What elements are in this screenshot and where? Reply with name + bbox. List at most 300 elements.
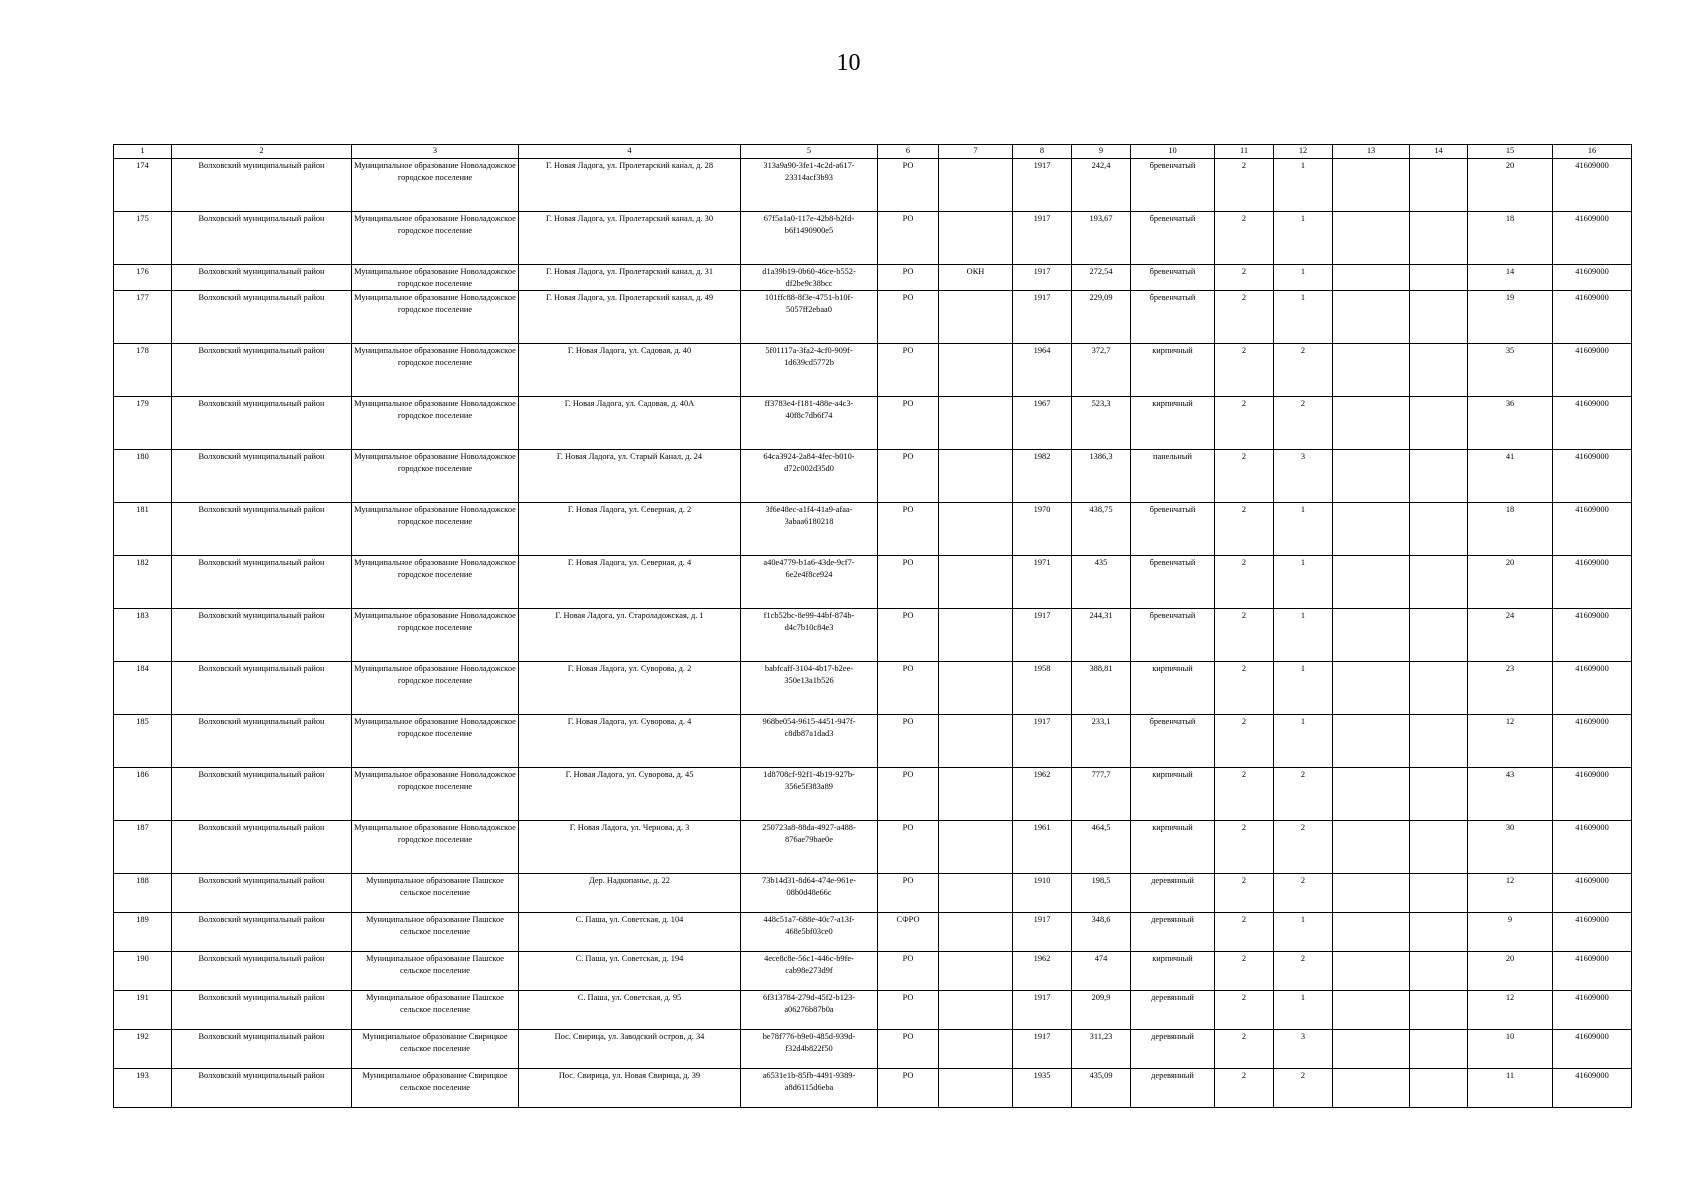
table-cell-col-15: 41 xyxy=(1468,450,1553,503)
table-cell-col-16: 41609000 xyxy=(1553,397,1632,450)
table-cell-col-5: 101ffc88-8f3e-4751-b10f-5057ff2ebaa0 xyxy=(741,291,878,344)
table-cell-col-11: 2 xyxy=(1215,662,1274,715)
table-cell-col-8: 1982 xyxy=(1013,450,1072,503)
table-cell-col-6: РО xyxy=(878,556,939,609)
table-cell-col-8: 1961 xyxy=(1013,821,1072,874)
table-cell-col-5: a6531e1b-85fb-4491-9389-a8d6115d6eba xyxy=(741,1069,878,1108)
table-row xyxy=(114,913,1632,952)
table-cell-col-10: бревенчатый xyxy=(1131,609,1215,662)
table-cell-col-15: 18 xyxy=(1468,212,1553,265)
table-cell-col-7 xyxy=(939,397,1013,450)
table-cell-col-13 xyxy=(1333,291,1410,344)
table-cell-col-1: 184 xyxy=(114,662,172,715)
table-cell-col-6: СФРО xyxy=(878,913,939,952)
table-cell-col-13 xyxy=(1333,952,1410,991)
table-cell-col-6: РО xyxy=(878,503,939,556)
table-cell-col-10: деревянный xyxy=(1131,874,1215,913)
table-cell-col-9: 435,09 xyxy=(1072,1069,1131,1108)
table-cell-col-13 xyxy=(1333,609,1410,662)
table-cell-col-13 xyxy=(1333,556,1410,609)
table-cell-col-1: 180 xyxy=(114,450,172,503)
table-cell-col-7 xyxy=(939,874,1013,913)
table-cell-col-10: панельный xyxy=(1131,450,1215,503)
table-cell-col-11: 2 xyxy=(1215,212,1274,265)
table-cell-col-12: 2 xyxy=(1274,821,1333,874)
table-cell-col-4: Г. Новая Ладога, ул. Северная, д. 2 xyxy=(519,503,741,556)
table-cell-col-5: 4ece8c8e-56c1-446c-b9fe-cab98e273d9f xyxy=(741,952,878,991)
table-cell-col-16: 41609000 xyxy=(1553,503,1632,556)
table-cell-col-5: 5f01117a-3fa2-4cf0-909f-1d639cd5772b xyxy=(741,344,878,397)
table-cell-col-8: 1917 xyxy=(1013,913,1072,952)
table-cell-col-14 xyxy=(1410,397,1468,450)
table-cell-col-11: 2 xyxy=(1215,1069,1274,1108)
table-cell-col-12: 2 xyxy=(1274,344,1333,397)
table-row xyxy=(114,159,1632,212)
table-cell-col-2: Волховский муниципальный район xyxy=(172,397,352,450)
table-cell-col-5: 3f6e48ec-a1f4-41a9-afaa-3abaa6180218 xyxy=(741,503,878,556)
table-cell-col-9: 272,54 xyxy=(1072,265,1131,291)
table-cell-col-16: 41609000 xyxy=(1553,212,1632,265)
table-cell-col-11: 2 xyxy=(1215,913,1274,952)
table-row xyxy=(114,212,1632,265)
table-cell-col-7 xyxy=(939,159,1013,212)
table-cell-col-8: 1967 xyxy=(1013,397,1072,450)
table-cell-col-15: 35 xyxy=(1468,344,1553,397)
table-cell-col-3: Муниципальное образование Новоладожское городское поселение xyxy=(352,291,519,344)
table-cell-col-4: С. Паша, ул. Советская, д. 194 xyxy=(519,952,741,991)
table-cell-col-1: 187 xyxy=(114,821,172,874)
table-row xyxy=(114,265,1632,291)
table-cell-col-16: 41609000 xyxy=(1553,1069,1632,1108)
table-cell-col-7 xyxy=(939,768,1013,821)
table-cell-col-4: Г. Новая Ладога, ул. Чернова, д. 3 xyxy=(519,821,741,874)
table-cell-col-8: 1917 xyxy=(1013,1030,1072,1069)
table-cell-col-10: деревянный xyxy=(1131,1069,1215,1108)
table-cell-col-7 xyxy=(939,913,1013,952)
table-cell-col-15: 10 xyxy=(1468,1030,1553,1069)
table-cell-col-10: бревенчатый xyxy=(1131,503,1215,556)
table-cell-col-14 xyxy=(1410,715,1468,768)
table-cell-col-3: Муниципальное образование Новоладожское городское поселение xyxy=(352,768,519,821)
table-cell-col-11: 2 xyxy=(1215,503,1274,556)
table-row xyxy=(114,991,1632,1030)
table-cell-col-9: 523,3 xyxy=(1072,397,1131,450)
table-cell-col-11: 2 xyxy=(1215,450,1274,503)
table-cell-col-15: 24 xyxy=(1468,609,1553,662)
table-cell-col-15: 12 xyxy=(1468,715,1553,768)
table-cell-col-13 xyxy=(1333,503,1410,556)
table-cell-col-1: 191 xyxy=(114,991,172,1030)
table-row xyxy=(114,874,1632,913)
column-header-4: 4 xyxy=(519,145,741,159)
table-cell-col-3: Муниципальное образование Пашское сельское поселение xyxy=(352,874,519,913)
table-cell-col-4: Г. Новая Ладога, ул. Садовая, д. 40 xyxy=(519,344,741,397)
table-cell-col-9: 464,5 xyxy=(1072,821,1131,874)
table-row xyxy=(114,821,1632,874)
table-cell-col-5: ff3783e4-f181-488e-a4c3-40f8c7db6f74 xyxy=(741,397,878,450)
table-cell-col-10: деревянный xyxy=(1131,1030,1215,1069)
table-cell-col-6: РО xyxy=(878,821,939,874)
table-cell-col-1: 174 xyxy=(114,159,172,212)
table-cell-col-14 xyxy=(1410,874,1468,913)
table-cell-col-12: 2 xyxy=(1274,874,1333,913)
table-cell-col-8: 1917 xyxy=(1013,609,1072,662)
table-row xyxy=(114,503,1632,556)
table-cell-col-16: 41609000 xyxy=(1553,991,1632,1030)
table-cell-col-12: 1 xyxy=(1274,503,1333,556)
table-cell-col-16: 41609000 xyxy=(1553,913,1632,952)
table-cell-col-8: 1935 xyxy=(1013,1069,1072,1108)
table-cell-col-9: 193,67 xyxy=(1072,212,1131,265)
table-cell-col-13 xyxy=(1333,662,1410,715)
table-cell-col-2: Волховский муниципальный район xyxy=(172,291,352,344)
table-cell-col-10: бревенчатый xyxy=(1131,212,1215,265)
table-cell-col-11: 2 xyxy=(1215,291,1274,344)
table-cell-col-11: 2 xyxy=(1215,991,1274,1030)
table-cell-col-7 xyxy=(939,609,1013,662)
table-cell-col-6: РО xyxy=(878,291,939,344)
table-cell-col-13 xyxy=(1333,265,1410,291)
table-row xyxy=(114,397,1632,450)
table-cell-col-16: 41609000 xyxy=(1553,952,1632,991)
table-cell-col-9: 777,7 xyxy=(1072,768,1131,821)
table-cell-col-6: РО xyxy=(878,991,939,1030)
table-cell-col-8: 1964 xyxy=(1013,344,1072,397)
table-cell-col-14 xyxy=(1410,291,1468,344)
table-cell-col-10: кирпичный xyxy=(1131,768,1215,821)
table-cell-col-10: деревянный xyxy=(1131,991,1215,1030)
table-cell-col-1: 182 xyxy=(114,556,172,609)
table-cell-col-8: 1917 xyxy=(1013,212,1072,265)
table-cell-col-6: РО xyxy=(878,609,939,662)
table-cell-col-14 xyxy=(1410,503,1468,556)
table-cell-col-15: 11 xyxy=(1468,1069,1553,1108)
table-cell-col-14 xyxy=(1410,1069,1468,1108)
table-cell-col-12: 1 xyxy=(1274,991,1333,1030)
table-row xyxy=(114,291,1632,344)
table-cell-col-16: 41609000 xyxy=(1553,715,1632,768)
table-cell-col-16: 41609000 xyxy=(1553,265,1632,291)
table-cell-col-11: 2 xyxy=(1215,768,1274,821)
table-cell-col-12: 2 xyxy=(1274,768,1333,821)
table-cell-col-11: 2 xyxy=(1215,952,1274,991)
table-cell-col-12: 1 xyxy=(1274,212,1333,265)
table-cell-col-6: РО xyxy=(878,397,939,450)
table-cell-col-4: Г. Новая Ладога, ул. Садовая, д. 40А xyxy=(519,397,741,450)
table-cell-col-7 xyxy=(939,1030,1013,1069)
column-header-7: 7 xyxy=(939,145,1013,159)
table-cell-col-15: 20 xyxy=(1468,159,1553,212)
table-cell-col-3: Муниципальное образование Новоладожское городское поселение xyxy=(352,821,519,874)
table-cell-col-6: РО xyxy=(878,450,939,503)
table-row xyxy=(114,344,1632,397)
table-cell-col-16: 41609000 xyxy=(1553,344,1632,397)
table-cell-col-5: a40e4779-b1a6-43de-9cf7-6e2e4f8ce924 xyxy=(741,556,878,609)
column-header-2: 2 xyxy=(172,145,352,159)
table-cell-col-8: 1917 xyxy=(1013,715,1072,768)
table-cell-col-5: 6f313784-279d-45f2-b123-a06276b87b0a xyxy=(741,991,878,1030)
table-cell-col-7 xyxy=(939,821,1013,874)
table-cell-col-15: 18 xyxy=(1468,503,1553,556)
table-cell-col-13 xyxy=(1333,450,1410,503)
table-cell-col-4: С. Паша, ул. Советская, д. 95 xyxy=(519,991,741,1030)
table-cell-col-6: РО xyxy=(878,874,939,913)
table-cell-col-16: 41609000 xyxy=(1553,159,1632,212)
column-header-15: 15 xyxy=(1468,145,1553,159)
table-cell-col-6: РО xyxy=(878,768,939,821)
table-cell-col-5: 1d8708cf-92f1-4b19-927b-356e5f383a89 xyxy=(741,768,878,821)
table-cell-col-10: бревенчатый xyxy=(1131,159,1215,212)
table-cell-col-1: 188 xyxy=(114,874,172,913)
table-cell-col-15: 12 xyxy=(1468,874,1553,913)
table-cell-col-5: f1cb52bc-8e99-44bf-874b-d4c7b10c84e3 xyxy=(741,609,878,662)
table-cell-col-8: 1917 xyxy=(1013,265,1072,291)
table-cell-col-16: 41609000 xyxy=(1553,1030,1632,1069)
table-cell-col-5: be78f776-b9e0-485d-939d-f32d4b822f50 xyxy=(741,1030,878,1069)
table-cell-col-11: 2 xyxy=(1215,609,1274,662)
table-cell-col-2: Волховский муниципальный район xyxy=(172,1069,352,1108)
table-cell-col-1: 177 xyxy=(114,291,172,344)
table-cell-col-12: 1 xyxy=(1274,556,1333,609)
table-cell-col-1: 190 xyxy=(114,952,172,991)
table-cell-col-10: бревенчатый xyxy=(1131,715,1215,768)
table-cell-col-3: Муниципальное образование Пашское сельское поселение xyxy=(352,991,519,1030)
table-cell-col-7 xyxy=(939,344,1013,397)
table-cell-col-7 xyxy=(939,556,1013,609)
table-cell-col-5: 64ca3924-2a84-4fec-b010-d72c002d35d0 xyxy=(741,450,878,503)
table-cell-col-16: 41609000 xyxy=(1553,768,1632,821)
table-cell-col-5: 67f5a1a0-117e-42b8-b2fd-b6f1490900e5 xyxy=(741,212,878,265)
table-cell-col-13 xyxy=(1333,874,1410,913)
table-cell-col-13 xyxy=(1333,913,1410,952)
column-header-13: 13 xyxy=(1333,145,1410,159)
table-cell-col-14 xyxy=(1410,265,1468,291)
table-cell-col-1: 193 xyxy=(114,1069,172,1108)
table-cell-col-1: 178 xyxy=(114,344,172,397)
table-cell-col-5: 448c51a7-688e-40c7-a13f-468e5bf03ce0 xyxy=(741,913,878,952)
table-cell-col-3: Муниципальное образование Свирицкое сельское поселение xyxy=(352,1069,519,1108)
table-cell-col-12: 3 xyxy=(1274,450,1333,503)
table-cell-col-10: бревенчатый xyxy=(1131,556,1215,609)
table-cell-col-14 xyxy=(1410,556,1468,609)
table-cell-col-6: РО xyxy=(878,1069,939,1108)
table-cell-col-16: 41609000 xyxy=(1553,609,1632,662)
table-cell-col-8: 1917 xyxy=(1013,159,1072,212)
table-cell-col-8: 1970 xyxy=(1013,503,1072,556)
column-header-9: 9 xyxy=(1072,145,1131,159)
table-cell-col-2: Волховский муниципальный район xyxy=(172,450,352,503)
table-cell-col-6: РО xyxy=(878,1030,939,1069)
table-cell-col-5: d1a39b19-0b60-46ce-b552-df2be9c38bcc xyxy=(741,265,878,291)
table-cell-col-11: 2 xyxy=(1215,344,1274,397)
table-cell-col-1: 176 xyxy=(114,265,172,291)
table-cell-col-15: 9 xyxy=(1468,913,1553,952)
column-header-6: 6 xyxy=(878,145,939,159)
table-cell-col-7 xyxy=(939,291,1013,344)
table-cell-col-2: Волховский муниципальный район xyxy=(172,265,352,291)
table-cell-col-4: Г. Новая Ладога, ул. Северная, д. 4 xyxy=(519,556,741,609)
table-cell-col-2: Волховский муниципальный район xyxy=(172,715,352,768)
table-cell-col-9: 311,23 xyxy=(1072,1030,1131,1069)
table-cell-col-9: 229,09 xyxy=(1072,291,1131,344)
table-cell-col-13 xyxy=(1333,768,1410,821)
table-cell-col-3: Муниципальное образование Новоладожское городское поселение xyxy=(352,159,519,212)
table-cell-col-4: Г. Новая Ладога, ул. Пролетарский канал, д. 31 xyxy=(519,265,741,291)
table-row xyxy=(114,662,1632,715)
table-cell-col-2: Волховский муниципальный район xyxy=(172,159,352,212)
table-cell-col-11: 2 xyxy=(1215,874,1274,913)
table-cell-col-15: 36 xyxy=(1468,397,1553,450)
table-cell-col-14 xyxy=(1410,768,1468,821)
table-cell-col-13 xyxy=(1333,397,1410,450)
table-cell-col-12: 1 xyxy=(1274,265,1333,291)
table-cell-col-1: 183 xyxy=(114,609,172,662)
table-cell-col-15: 12 xyxy=(1468,991,1553,1030)
table-cell-col-15: 20 xyxy=(1468,556,1553,609)
table-cell-col-2: Волховский муниципальный район xyxy=(172,821,352,874)
table-cell-col-7 xyxy=(939,952,1013,991)
column-header-16: 16 xyxy=(1553,145,1632,159)
table-row xyxy=(114,715,1632,768)
table-cell-col-12: 1 xyxy=(1274,662,1333,715)
table-cell-col-13 xyxy=(1333,715,1410,768)
table-cell-col-9: 474 xyxy=(1072,952,1131,991)
table-cell-col-2: Волховский муниципальный район xyxy=(172,503,352,556)
table-cell-col-16: 41609000 xyxy=(1553,874,1632,913)
table-row xyxy=(114,1030,1632,1069)
table-cell-col-14 xyxy=(1410,952,1468,991)
table-cell-col-11: 2 xyxy=(1215,265,1274,291)
table-cell-col-7 xyxy=(939,715,1013,768)
table-cell-col-12: 3 xyxy=(1274,1030,1333,1069)
table-cell-col-10: кирпичный xyxy=(1131,821,1215,874)
table-cell-col-13 xyxy=(1333,159,1410,212)
table-cell-col-4: Г. Новая Ладога, ул. Суворова, д. 2 xyxy=(519,662,741,715)
table-cell-col-8: 1962 xyxy=(1013,768,1072,821)
table-cell-col-3: Муниципальное образование Новоладожское городское поселение xyxy=(352,344,519,397)
table-cell-col-12: 1 xyxy=(1274,913,1333,952)
table-cell-col-7 xyxy=(939,450,1013,503)
table-cell-col-12: 1 xyxy=(1274,291,1333,344)
table-cell-col-10: кирпичный xyxy=(1131,397,1215,450)
table-cell-col-14 xyxy=(1410,159,1468,212)
table-cell-col-4: Г. Новая Ладога, ул. Пролетарский канал, д. 28 xyxy=(519,159,741,212)
table-cell-col-10: кирпичный xyxy=(1131,662,1215,715)
table-cell-col-16: 41609000 xyxy=(1553,821,1632,874)
table-cell-col-2: Волховский муниципальный район xyxy=(172,952,352,991)
table-cell-col-6: РО xyxy=(878,159,939,212)
table-cell-col-11: 2 xyxy=(1215,715,1274,768)
table-cell-col-10: кирпичный xyxy=(1131,952,1215,991)
table-cell-col-12: 2 xyxy=(1274,952,1333,991)
table-cell-col-2: Волховский муниципальный район xyxy=(172,344,352,397)
table-cell-col-5: 313a9a90-3fe1-4c2d-a617-23314acf3b93 xyxy=(741,159,878,212)
table-cell-col-13 xyxy=(1333,212,1410,265)
table-cell-col-2: Волховский муниципальный район xyxy=(172,913,352,952)
column-header-3: 3 xyxy=(352,145,519,159)
table-cell-col-1: 179 xyxy=(114,397,172,450)
table-cell-col-11: 2 xyxy=(1215,1030,1274,1069)
table-cell-col-15: 14 xyxy=(1468,265,1553,291)
table-cell-col-13 xyxy=(1333,1069,1410,1108)
page-number: 10 xyxy=(836,50,861,76)
table-cell-col-12: 1 xyxy=(1274,715,1333,768)
table-cell-col-6: РО xyxy=(878,952,939,991)
table-row xyxy=(114,1069,1632,1108)
table-cell-col-9: 233,1 xyxy=(1072,715,1131,768)
table-cell-col-13 xyxy=(1333,344,1410,397)
table-cell-col-3: Муниципальное образование Пашское сельское поселение xyxy=(352,952,519,991)
table-row xyxy=(114,768,1632,821)
table-cell-col-15: 19 xyxy=(1468,291,1553,344)
column-header-14: 14 xyxy=(1410,145,1468,159)
table-cell-col-4: С. Паша, ул. Советская, д. 104 xyxy=(519,913,741,952)
table-cell-col-7: ОКН xyxy=(939,265,1013,291)
table-cell-col-2: Волховский муниципальный район xyxy=(172,212,352,265)
table-cell-col-15: 30 xyxy=(1468,821,1553,874)
column-header-11: 11 xyxy=(1215,145,1274,159)
table-cell-col-8: 1917 xyxy=(1013,291,1072,344)
table-cell-col-4: Дер. Надкопанье, д. 22 xyxy=(519,874,741,913)
table-cell-col-3: Муниципальное образование Свирицкое сельское поселение xyxy=(352,1030,519,1069)
table-cell-col-9: 388,81 xyxy=(1072,662,1131,715)
table-cell-col-9: 348,6 xyxy=(1072,913,1131,952)
table-cell-col-10: бревенчатый xyxy=(1131,265,1215,291)
table-cell-col-11: 2 xyxy=(1215,556,1274,609)
table-cell-col-3: Муниципальное образование Новоладожское городское поселение xyxy=(352,609,519,662)
table-cell-col-2: Волховский муниципальный район xyxy=(172,662,352,715)
column-header-10: 10 xyxy=(1131,145,1215,159)
table-cell-col-4: Пос. Свирица, ул. Заводский остров, д. 34 xyxy=(519,1030,741,1069)
table-cell-col-1: 185 xyxy=(114,715,172,768)
table-cell-col-3: Муниципальное образование Пашское сельское поселение xyxy=(352,913,519,952)
housing-registry-table xyxy=(113,144,1632,1108)
table-cell-col-16: 41609000 xyxy=(1553,662,1632,715)
table-cell-col-4: Г. Новая Ладога, ул. Суворова, д. 4 xyxy=(519,715,741,768)
table-cell-col-3: Муниципальное образование Новоладожское городское поселение xyxy=(352,450,519,503)
table-cell-col-8: 1958 xyxy=(1013,662,1072,715)
table-cell-col-2: Волховский муниципальный район xyxy=(172,991,352,1030)
table-cell-col-16: 41609000 xyxy=(1553,450,1632,503)
table-cell-col-14 xyxy=(1410,913,1468,952)
table-cell-col-1: 192 xyxy=(114,1030,172,1069)
table-cell-col-1: 189 xyxy=(114,913,172,952)
table-cell-col-6: РО xyxy=(878,662,939,715)
table-cell-col-9: 209,9 xyxy=(1072,991,1131,1030)
table-row xyxy=(114,952,1632,991)
table-cell-col-12: 2 xyxy=(1274,1069,1333,1108)
table-cell-col-12: 1 xyxy=(1274,609,1333,662)
table-cell-col-12: 1 xyxy=(1274,159,1333,212)
table-body xyxy=(114,159,1632,1108)
table-cell-col-3: Муниципальное образование Новоладожское городское поселение xyxy=(352,212,519,265)
table-cell-col-7 xyxy=(939,1069,1013,1108)
table-cell-col-8: 1917 xyxy=(1013,991,1072,1030)
table-cell-col-7 xyxy=(939,212,1013,265)
table-cell-col-14 xyxy=(1410,212,1468,265)
table-row xyxy=(114,609,1632,662)
table-cell-col-2: Волховский муниципальный район xyxy=(172,768,352,821)
table-cell-col-7 xyxy=(939,662,1013,715)
table-cell-col-3: Муниципальное образование Новоладожское городское поселение xyxy=(352,265,519,291)
table-cell-col-3: Муниципальное образование Новоладожское городское поселение xyxy=(352,503,519,556)
table-cell-col-14 xyxy=(1410,991,1468,1030)
table-cell-col-1: 175 xyxy=(114,212,172,265)
column-header-12: 12 xyxy=(1274,145,1333,159)
table-cell-col-7 xyxy=(939,991,1013,1030)
table-cell-col-4: Г. Новая Ладога, ул. Пролетарский канал, д. 30 xyxy=(519,212,741,265)
table-cell-col-13 xyxy=(1333,1030,1410,1069)
